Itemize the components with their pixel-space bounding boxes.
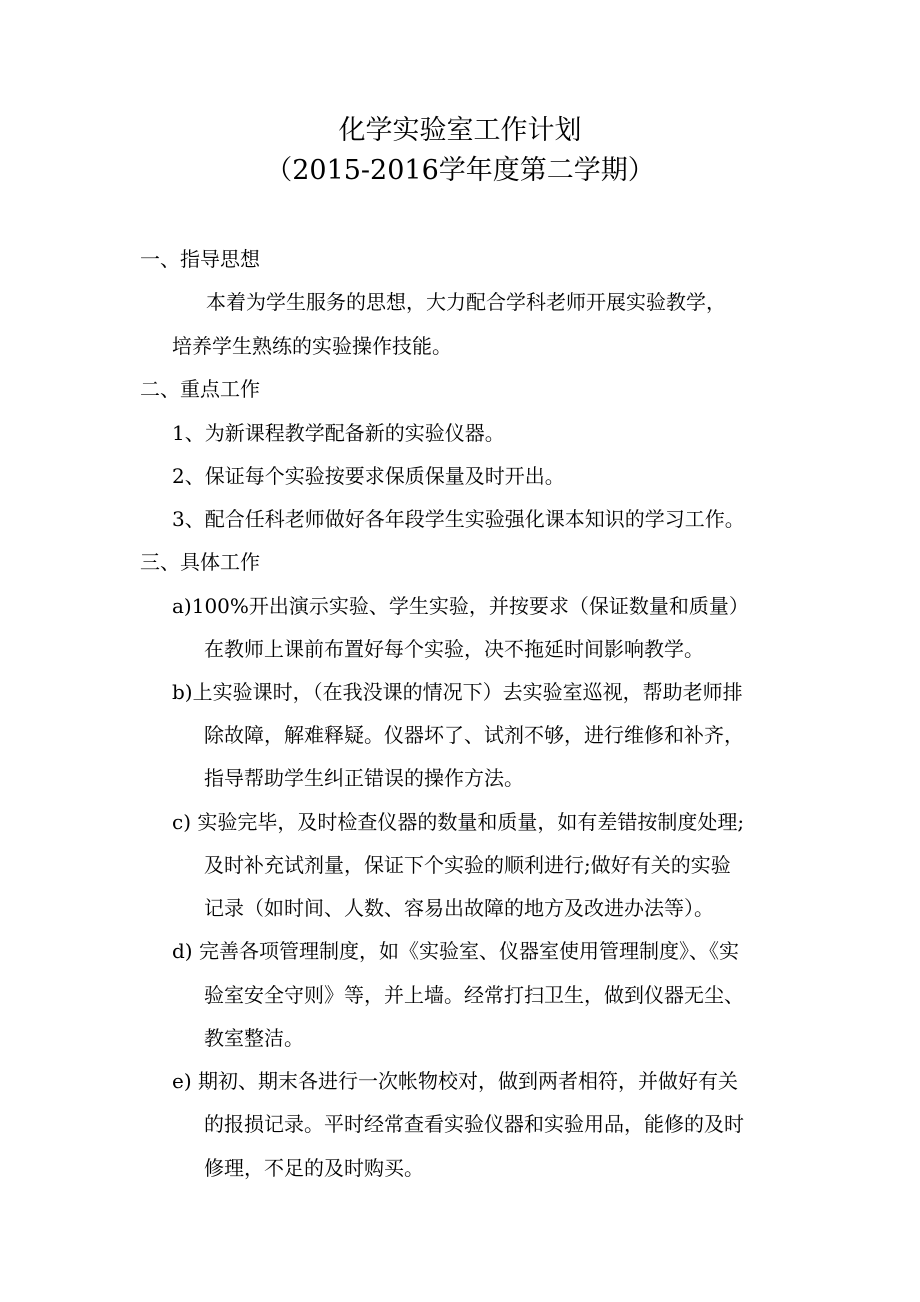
list-item-d-continuation: 验室安全守则》等，并上墙。经常打扫卫生，做到仪器无尘、 xyxy=(204,983,744,1007)
list-item-a: a)100%开出演示实验、学生实验，并按要求（保证数量和质量） xyxy=(172,594,749,618)
list-item-d: d) 完善各项管理制度，如《实验室、仪器室使用管理制度》、《实 xyxy=(172,939,739,963)
list-item: 2、保证每个实验按要求保质保量及时开出。 xyxy=(172,464,565,488)
list-item-b-continuation: 除故障，解难释疑。仪器坏了、试剂不够，进行维修和补齐， xyxy=(204,723,744,747)
section-heading-specific-work: 三、具体工作 xyxy=(140,550,260,574)
document-title: 化学实验室工作计划 xyxy=(338,115,582,146)
list-item-e-continuation: 的报损记录。平时经常查看实验仪器和实验用品，能修的及时 xyxy=(204,1112,744,1136)
list-item-c: c) 实验完毕，及时检查仪器的数量和质量，如有差错按制度处理; xyxy=(172,810,745,834)
list-item: 1、为新课程教学配备新的实验仪器。 xyxy=(172,421,505,445)
section-heading-key-work: 二、重点工作 xyxy=(140,377,260,401)
list-item: 3、配合任科老师做好各年段学生实验强化课本知识的学习工作。 xyxy=(172,507,745,531)
list-item-e-continuation: 修理，不足的及时购买。 xyxy=(204,1156,424,1180)
paragraph-line: 本着为学生服务的思想，大力配合学科老师开展实验教学， xyxy=(206,290,726,314)
document-subtitle: （2015-2016学年度第二学期） xyxy=(265,155,655,186)
list-item-b-continuation: 指导帮助学生纠正错误的操作方法。 xyxy=(204,766,524,790)
paragraph-line: 培养学生熟练的实验操作技能。 xyxy=(172,334,452,358)
list-item-c-continuation: 记录（如时间、人数、容易出故障的地方及改进办法等）。 xyxy=(204,896,714,920)
list-item-a-continuation: 在教师上课前布置好每个实验，决不拖延时间影响教学。 xyxy=(204,637,704,661)
list-item-b: b)上实验课时，（在我没课的情况下）去实验室巡视，帮助老师排 xyxy=(172,680,743,704)
list-item-c-continuation: 及时补充试剂量，保证下个实验的顺利进行;做好有关的实验 xyxy=(204,853,731,877)
list-item-d-continuation: 教室整洁。 xyxy=(204,1026,304,1050)
list-item-e: e) 期初、期末各进行一次帐物校对，做到两者相符，并做好有关 xyxy=(172,1069,738,1093)
section-heading-guiding-idea: 一、指导思想 xyxy=(140,247,260,271)
